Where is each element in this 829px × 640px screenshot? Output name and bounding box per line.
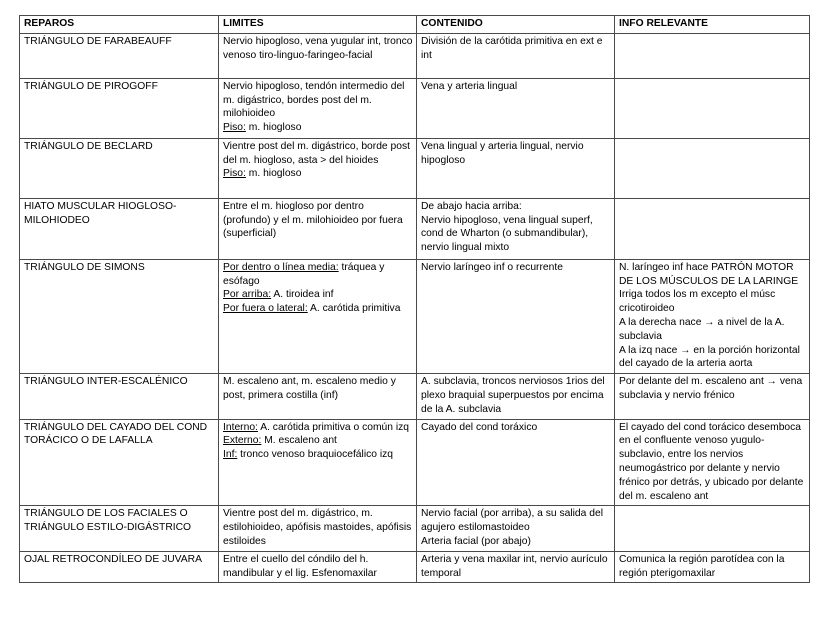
table-row bbox=[20, 419, 810, 506]
cell-reparo: OJAL RETROCONDÍLEO DE JUVARA bbox=[20, 551, 219, 583]
info-line: Comunica la región parotídea con la región pterigomaxilar bbox=[619, 553, 785, 579]
limites-line bbox=[223, 200, 413, 241]
cell-contenido bbox=[417, 419, 615, 506]
limites-line bbox=[223, 434, 413, 448]
anatomy-table bbox=[19, 15, 810, 583]
cell-contenido bbox=[417, 259, 615, 373]
table-body bbox=[20, 33, 810, 583]
cell-info-relevante bbox=[615, 551, 810, 583]
table-header-row bbox=[20, 16, 810, 34]
limites-label: Piso: bbox=[223, 168, 246, 180]
limites-text: Nervio hipogloso, vena yugular int, tronco venoso tiro-linguo-faringeo-facial bbox=[223, 35, 413, 61]
cell-info-relevante bbox=[615, 419, 810, 506]
contenido-line: Nervio laríngeo inf o recurrente bbox=[421, 261, 563, 273]
contenido-line: Arteria facial (por abajo) bbox=[421, 535, 531, 547]
info-line: N. laríngeo inf hace PATRÓN MOTOR DE LOS MÚSCULOS DE LA LARINGE bbox=[619, 261, 799, 287]
cell-contenido bbox=[417, 374, 615, 419]
table-row bbox=[20, 78, 810, 138]
cell-info-relevante bbox=[615, 138, 810, 198]
contenido-line: Vena y arteria lingual bbox=[421, 80, 518, 92]
info-line: A la derecha nace → a nivel de la A. subclavia bbox=[619, 316, 785, 342]
info-line: A la izq nace → en la porción horizontal del cayado de la arteria aorta bbox=[619, 344, 800, 370]
limites-text: Entre el cuello del cóndilo del h. mandibular y el lig. Esfenomaxilar bbox=[223, 553, 377, 579]
limites-text: M. escaleno ant, m. escaleno medio y post, primera costilla (inf) bbox=[223, 376, 396, 401]
limites-label: Por arriba: bbox=[223, 289, 272, 301]
limites-text: A. carótida primitiva o común izq bbox=[257, 421, 410, 433]
limites-text: Vientre post del m. digástrico, m. estilohioideo, apófisis mastoides, apófisis estiloides bbox=[223, 508, 412, 547]
table-row bbox=[20, 33, 810, 78]
limites-line bbox=[223, 261, 413, 289]
limites-text: A. carótida primitiva bbox=[307, 303, 401, 315]
limites-line bbox=[223, 121, 413, 135]
limites-line bbox=[223, 448, 413, 462]
cell-reparo: HIATO MUSCULAR HIOGLOSO-MILOHIODEO bbox=[20, 198, 219, 259]
limites-line bbox=[223, 421, 413, 435]
limites-text: tronco venoso braquiocefálico izq bbox=[237, 449, 394, 461]
limites-text: m. hiogloso bbox=[245, 122, 302, 134]
cell-limites bbox=[219, 419, 417, 506]
contenido-line: Nervio facial (por arriba), a su salida del agujero estilomastoideo bbox=[421, 508, 603, 534]
cell-contenido bbox=[417, 138, 615, 198]
cell-limites bbox=[219, 374, 417, 419]
cell-reparo: TRIÁNGULO DEL CAYADO DEL COND TORÁCICO O DE LAFALLA bbox=[20, 419, 219, 506]
cell-limites bbox=[219, 506, 417, 551]
limites-text: A. tiroidea inf bbox=[271, 289, 334, 301]
limites-label: Piso: bbox=[223, 122, 246, 134]
limites-line bbox=[223, 288, 413, 302]
limites-label: Inf: bbox=[223, 449, 238, 461]
header-info-relevante: INFO RELEVANTE bbox=[615, 16, 810, 34]
cell-info-relevante bbox=[615, 506, 810, 551]
cell-limites bbox=[219, 551, 417, 583]
table-row bbox=[20, 551, 810, 583]
limites-label: Por fuera o lateral: bbox=[223, 303, 308, 315]
cell-limites bbox=[219, 138, 417, 198]
table-row bbox=[20, 259, 810, 373]
limites-text: tráquea y esófago bbox=[223, 261, 385, 287]
limites-line bbox=[223, 375, 413, 403]
contenido-line: División de la carótida primitiva en ext e int bbox=[421, 35, 603, 61]
limites-line bbox=[223, 80, 413, 121]
cell-contenido bbox=[417, 506, 615, 551]
cell-reparo: TRIÁNGULO DE FARABEAUFF bbox=[20, 33, 219, 78]
cell-info-relevante bbox=[615, 259, 810, 373]
limites-line bbox=[223, 553, 413, 581]
limites-text: Vientre post del m. digástrico, borde post del m. hiogloso, asta > del hioides bbox=[223, 140, 410, 166]
limites-label: Interno: bbox=[223, 421, 258, 433]
cell-reparo: TRIÁNGULO DE SIMONS bbox=[20, 259, 219, 373]
info-line: Por delante del m. escaleno ant → vena subclavia y nervio frénico bbox=[619, 376, 803, 401]
cell-info-relevante bbox=[615, 198, 810, 259]
cell-contenido bbox=[417, 33, 615, 78]
table-row bbox=[20, 138, 810, 198]
cell-limites bbox=[219, 33, 417, 78]
contenido-line: Cayado del cond toráxico bbox=[421, 421, 538, 433]
cell-limites bbox=[219, 259, 417, 373]
cell-reparo: TRIÁNGULO INTER-ESCALÉNICO bbox=[20, 374, 219, 419]
limites-text: Nervio hipogloso, tendón intermedio del m. digástrico, bordes post del m. milohioideo bbox=[223, 80, 405, 120]
cell-contenido bbox=[417, 551, 615, 583]
limites-label: Por dentro o línea media: bbox=[223, 261, 339, 273]
cell-limites bbox=[219, 198, 417, 259]
cell-reparo: TRIÁNGULO DE BECLARD bbox=[20, 138, 219, 198]
limites-line bbox=[223, 140, 413, 168]
cell-reparo: TRIÁNGULO DE LOS FACIALES O TRIÁNGULO ESTILO-DIGÁSTRICO bbox=[20, 506, 219, 551]
limites-text: Entre el m. hiogloso por dentro (profundo) y el m. milohioideo por fuera (superficial) bbox=[223, 200, 403, 240]
cell-contenido bbox=[417, 198, 615, 259]
contenido-line: Vena lingual y arteria lingual, nervio hipogloso bbox=[421, 140, 584, 166]
table-row bbox=[20, 374, 810, 419]
cell-limites bbox=[219, 78, 417, 138]
contenido-line: De abajo hacia arriba: bbox=[421, 200, 522, 212]
contenido-line: Arteria y vena maxilar int, nervio aurículo temporal bbox=[421, 553, 608, 579]
cell-info-relevante bbox=[615, 78, 810, 138]
table-row bbox=[20, 198, 810, 259]
limites-text: m. hiogloso bbox=[245, 168, 302, 180]
cell-reparo: TRIÁNGULO DE PIROGOFF bbox=[20, 78, 219, 138]
limites-label: Externo: bbox=[223, 435, 262, 447]
cell-contenido bbox=[417, 78, 615, 138]
contenido-line: Nervio hipogloso, vena lingual superf, cond de Wharton (o submandibular), nervio lingual mixto bbox=[421, 214, 593, 254]
info-line: El cayado del cond torácico desemboca en el confluente venoso yugulo-subclavio, entre los nervios neumogástrico por delante y nervio frénico por detrás, y ubicado por delante del m. escaleno ant bbox=[619, 421, 804, 502]
info-line: Irriga todos los m excepto el músc cricotiroideo bbox=[619, 289, 776, 315]
cell-info-relevante bbox=[615, 33, 810, 78]
limites-line bbox=[223, 302, 413, 316]
contenido-line: A. subclavia, troncos nerviosos 1rios del plexo braquial superpuestos por encima de la A. subclavia bbox=[421, 376, 605, 415]
header-reparos: REPAROS bbox=[20, 16, 219, 34]
table-row bbox=[20, 506, 810, 551]
limites-line bbox=[223, 35, 413, 63]
limites-line bbox=[223, 507, 413, 548]
header-limites: LIMITES bbox=[219, 16, 417, 34]
cell-info-relevante bbox=[615, 374, 810, 419]
limites-text: M. escaleno ant bbox=[261, 435, 337, 447]
limites-line bbox=[223, 167, 413, 181]
header-contenido: CONTENIDO bbox=[417, 16, 615, 34]
